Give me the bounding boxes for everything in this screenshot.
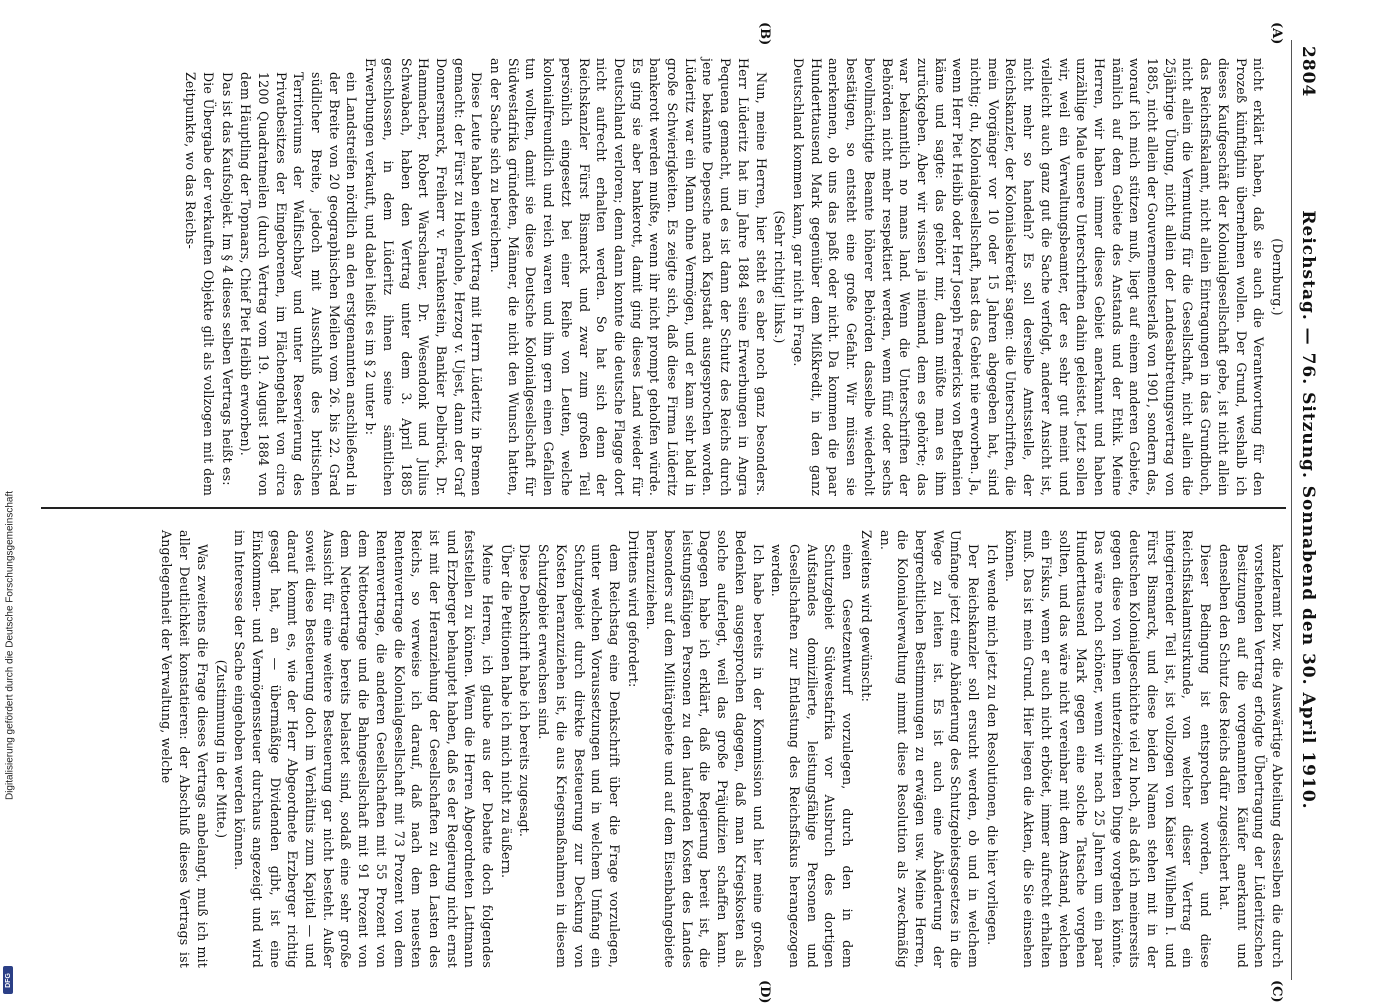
header-rule	[1291, 40, 1292, 980]
paragraph: Der Reichskanzler soll ersucht werden, ob und in welchem Umfange jetzt eine Abänderung des Schutzgebietsgesetzes in die Wege zu leiten ist. Es ist auch eine Abänderung der bergrechtlichen Bestimmungen zu erwägen usw. Meine Herren, die Kolonialverwaltung nimmt diese Resolution als zweckmäßig an.	[877, 530, 982, 968]
left-column	[180, 58, 1286, 496]
margin-letter-b: (B)	[757, 22, 772, 46]
paragraph: Nun, meine Herren, hier steht es aber noch ganz besonders. Herr Lüderitz hat im Jahre 1884 seine Erwerbungen in Angra Pequena gemacht, und es ist dann der Schutz des Reichs durch jene bekannte Depesche nach Kapstadt ausgesprochen worden. Lüderitz war ein Mann ohne Vermögen, und er kam sehr bald in große Schwierigkeiten. Es zeigte sich, daß diese Firma Lüderitz bankerott werden mußte, wenn ihr nicht prompt geholfen würde. Es ging sie aber bankerott, damit ging dieses Land wieder für Deutschland verloren; denn dann konnte die deutsche Flagge dort nicht aufrecht erhalten werden. So hat sich denn der Reichskanzler Fürst Bismarck und zwar zum großen Teil persönlich eingesetzt bei einer Reihe von Leuten, welche kolonialfreundlich und reich waren und ihm gern einen Gefallen tun wollten, damit sie diese Deutsche Kolonialgesellschaft für Südwestafrika gründeten, Männer, die nicht den Wunsch hatten, an der Sache sich zu bereichern.	[488, 58, 769, 496]
quoted-clause: ein Landstreifen nördlich an den erstgenannten anschließend in der Breite von 20 geographischen Meilen vom 26. bis 22. Grad südlicher Breite, jedoch mit Ausschluß des britischen Territoriums der Walfischbay und unter Reservierung des Privatbesitzes der Eingeborenen, im Flächengehalt von circa 1200 Quadratmeilen (durch Vertrag vom 19. August 1884 von dem Häuptling der Topnaars, Chief Piet Heibib erworben).	[238, 72, 360, 496]
quoted-clause: Die Übergabe der verkauften Objekte gilt als vollzogen mit dem Zeitpunkte, wo das Reichs-	[183, 72, 216, 496]
paragraph: Was zweitens die Frage dieses Vertrags anbelangt, muß ich mit aller Deutlichkeit konstatieren: der Abschluß dieses Vertrags ist Angelegenheit der Verwaltung, welche	[159, 530, 210, 968]
column-divider	[41, 507, 1286, 509]
paragraph: Ich wende mich jetzt zu den Resolutionen, die hier vorliegen.	[984, 544, 1000, 946]
speaker-tag: (Dernburg.)	[1270, 238, 1285, 316]
interjection: (Zustimmung in der Mitte.)	[213, 659, 229, 839]
dfg-logo: DFG	[3, 966, 13, 994]
paragraph: Drittens wird gefordert:	[625, 530, 641, 688]
page-number: 2804	[1298, 46, 1318, 98]
paragraph: Ich habe bereits in der Kommission und hier meine großen Bedenken ausgesprochen dagegen, daß man Kriegskosten als solche auferlegt, weil das große Präjudizien schaffen kann. Dagegen habe ich erklärt, daß die Regierung bereit ist, die leistungsfähigen Personen zu den laufenden Kosten des Landes besonders auf dem Militärgebiete und auf dem Eisenbahngebiete heranzuziehen.	[644, 530, 766, 968]
paragraph: Dieser Bedingung ist entsprochen worden, und diese Reichsfiskalamtsurkunde, von welcher dieser Vertrag ein integrierender Teil ist, ist vollzogen von Kaiser Wilhelm I. und Fürst Bismarck, und diese beiden Namen stehen mit in der deutschen Kolonialgeschichte viel zu hoch, als daß ich meinerseits gegen diese von ihnen unterzeichneten Dinge vorgehen könnte. Das wäre noch schöner, wenn wir nach 25 Jahren um ein paar Hunderttausend Mark gegen eine solche Tatsache vorgehen sollten, und das wäre nicht vereinbar mit dem Anstand, welchen ein Fiskus, wenn er auch nicht erbötet, immer aufrecht erhalten muß. Das ist mein Grund. Hier liegen die Akten, die Sie einsehen können.	[1003, 530, 1214, 968]
interjection: (Sehr richtig! links.)	[772, 210, 788, 344]
paragraph: Über die Petitionen habe ich mich nicht zu äußern.	[498, 544, 514, 879]
running-title: Reichstag. — 76. Sitzung. Sonnabend den 30. April 1910.	[1298, 210, 1318, 810]
paragraph: Diese Denkschrift habe ich bereits zugesagt.	[517, 544, 533, 838]
quoted-clause: dem Reichstag eine Denkschrift über die Frage vorzulegen, unter welchen Voraussetzungen und in welchem Umfang ein Schutzgebiet durch direkte Besteuerung zur Deckung von Kosten heranzuziehen ist, die aus Kriegsmaßnahmen in diesem Schutzgebiet erwachsen sind.	[536, 544, 622, 968]
paragraph: Zweitens wird gewünscht:	[858, 530, 874, 703]
right-column	[157, 530, 1286, 968]
quoted-clause: kanzleramt bzw. die Auswärtige Abteilung desselben die durch vorstehenden Vertrag erfolgte Übertragung der Lüderitzschen Besitzungen auf die vorgenannten Käufer anerkannt und denselben den Schutz des Reichs dafür zugesichert hat.	[1216, 544, 1285, 968]
digitization-note: Digitalisierung gefördert durch die Deutsche Forschungsgemeinschaft	[4, 490, 16, 801]
margin-letter-d: (D)	[757, 980, 772, 1004]
margin-letter-c: (C)	[1269, 980, 1284, 1003]
digitization-sidebar	[0, 0, 16, 1000]
scanned-page	[30, 22, 1320, 1004]
paragraph: Das ist das Kaufsobjekt. Im § 4 dieses selben Vertrags heißt es:	[219, 72, 235, 486]
paragraph: Meine Herren, ich glaube aus der Debatte doch folgendes feststellen zu können. Wenn die Herren Abgeordneten Lattmann und Erzberger behauptet haben, daß es der Regierung nicht ernst ist mit der Heranziehung der Gesellschaften zu den Lasten des Reichs, so verweise ich darauf, daß nach dem neuesten Rentenvertrage die Kolonialgesellschaft mit 73 Prozent von dem Rentenvertrage, die anderen Gesellschaften mit 55 Prozent von dem Nettoertrage und die Bahngesellschaft mit 91 Prozent von dem Nettoertrage bereits belastet sind, sodaß eine sehr große Aussicht für eine weitere Besteuerung gar nicht besteht. Außer soweit diese Besteuerung doch im Verhältnis zum Kapital — und darauf kommt es, wie der Herr Abgeordnete Erzberger richtig gesagt hat, an — übermäßige Dividenden gibt, ist eine Einkommen- und Vermögenssteuer durchaus angezeigt und wird im Interesse der Sache eingehoben werden können.	[232, 530, 496, 968]
paragraph: nicht erklärt haben, daß sie auch die Verantwortung für den Prozeß künftighin übernehmen wollen. Der Grund, weshalb ich dieses Kaufgeschäft der Kolonialgesellschaft gebe, ist nicht allein das Reichsfiskalamt, nicht allein Eintragungen in das Grundbuch, nicht allein die Vermutung für die Gesellschaft, nicht allein die 25jährige Übung, nicht allein der Landesabtretungsvertrag von 1885, nicht allein der Gouvernementserlaß von 1901, sondern das, worauf ich mich stützen muß, liegt auf einem anderen Gebiete, nämlich auf dem Gebiete des Anstands und der Ethik. Meine Herren, wir haben immer dieses Gebiet anerkannt und haben unzählige Male unsere Unterschriften dahin geleistet. Jetzt sollen wir, weil ein Verwaltungsbeamter, der es sehr gut meint und vielleicht auch ganz gut die Sache verfolgt, anderer Ansicht ist, nicht mehr so handeln? Es soll derselbe Amtsstelle, der Reichskanzler, der Kolonialsekretär sagen: die Unterschriften, die mein Vorgänger vor 10 oder 15 Jahren abgegeben hat, sind nichtig; du, Kolonialgesellschaft, hast das Gebiet nie erworben. Ja, wenn Herr Piet Heibib oder Herr Joseph Fredericks von Bethanien käme und sagte: das gehört mir, dann müßte man es ihm zurückgeben. Aber wir wissen ja niemand, dem es gehörte; das war bekanntlich no mans land. Wenn die Unterschriften der Behörden nicht mehr respektiert werden, wenn fünf oder sechs bevollmächtigte Beamte höherer Behörden dasselbe wiederholt bestätigen, so entsteht eine große Gefahr. Wir müssen sie anerkennen, ob uns das paßt oder nicht. Da kommen die paar Hunderttausend Mark gegenüber dem Mißkredit, in den ganz Deutschland kommen kann, gar nicht in Frage.	[791, 58, 1267, 496]
margin-letter-a: (A)	[1269, 22, 1284, 45]
page-header	[1294, 40, 1320, 980]
paragraph: Diese Leute haben einen Vertrag mit Herrn Lüderitz in Bremen gemacht: der Fürst zu Hohenlohe, Herzog v. Ujest, dann der Graf Donnersmarck, Freiherr v. Frankenstein, Bankier Delbrück, Dr. Hammacher, Robert Warschauer, Dr. Wesendonk und Julius Schwabach, haben den Vertrag unter dem 3. April 1885 geschlossen, in dem Lüderitz ihnen seine sämtlichen Erwerbungen verkauft, und dabei heißt es im § 2 unter b:	[363, 58, 485, 496]
quoted-clause: einen Gesetzentwurf vorzulegen, durch den in dem Schutzgebiet Südwestafrika vor Ausbruch des dortigen Aufstandes domizilierte, leistungsfähige Personen und Gesellschaften zur Entlastung des Reichsfiskus herangezogen werden.	[769, 544, 856, 968]
